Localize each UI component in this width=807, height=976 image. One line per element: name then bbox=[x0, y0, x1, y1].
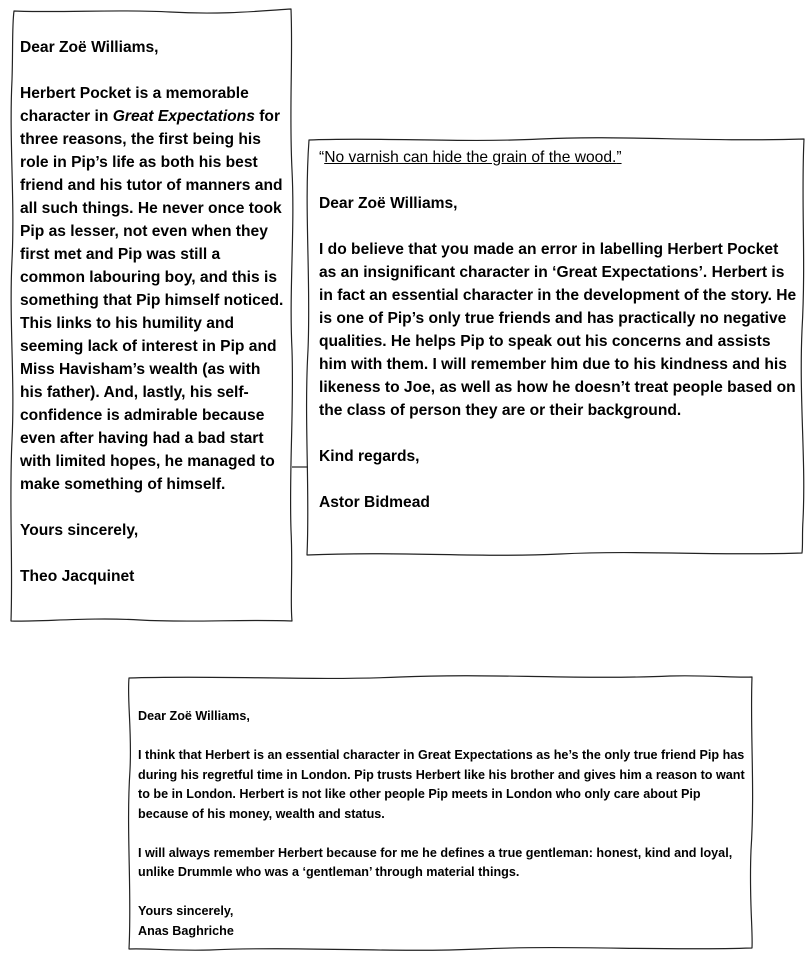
letter-2-body: I do believe that you made an error in labelling Herbert Pocket as an insignificant character in ‘Great Expectations’. Herbert is in fact an essential character in the development of the story. He is one of Pip’s only true friends and has practically no negative qualities. He helps Pip to speak out his concerns and assists him with them. I will remember him due to his kindness and his likeness to Joe, as well as how he doesn’t treat people based on the class of person they are or their background. bbox=[319, 241, 797, 419]
letter-3-paragraph-2: I will always remember Herbert because for me he defines a true gentleman: honest, kind and loyal, unlike Drummle who was a ‘gentleman’ through material things. bbox=[138, 845, 733, 879]
quote-close-mark: ” bbox=[616, 149, 622, 166]
letter-1-body-start: Herbert Pocket is a memorable character in bbox=[20, 85, 249, 125]
book-title: Great Expectations bbox=[112, 108, 255, 125]
letter-1-signature: Theo Jacquinet bbox=[20, 568, 135, 585]
letter-3-signature: Anas Baghriche bbox=[138, 923, 234, 938]
letter-2-closing: Kind regards, bbox=[319, 448, 420, 465]
letter-2-quote-line bbox=[319, 146, 799, 169]
quote-open-mark: “ bbox=[319, 149, 325, 166]
letter-1-salutation: Dear Zoë Williams, bbox=[20, 39, 159, 56]
letter-3-salutation: Dear Zoë Williams, bbox=[138, 709, 250, 723]
letter-2-salutation: Dear Zoë Williams, bbox=[319, 195, 458, 212]
letter-3-paragraph-1: I think that Herbert is an essential character in Great Expectations as he’s the only true friend Pip has during his regretful time in London. Pip trusts Herbert like his brother and gives him a reason to want to be in London. Herbert is not like other people Pip meets in London who only care about Pip because of his money, wealth and status. bbox=[138, 748, 745, 821]
letter-1-body-rest: for three reasons, the first being his role in Pip’s life as both his best friend and his tutor of manners and all such things. He never once took Pip as lesser, not even when they first met and Pip was still a common labouring boy, and this is something that Pip himself noticed. This links to his humility and seeming lack of interest in Pip and Miss Havisham’s wealth (as with his father). And, lastly, his self-confidence is admirable because even after having had a bad start with limited hopes, he managed to make something of himself. bbox=[20, 108, 284, 493]
letter-2-signature: Astor Bidmead bbox=[319, 494, 430, 511]
letter-1-closing: Yours sincerely, bbox=[20, 522, 139, 539]
letter-astor bbox=[319, 146, 799, 514]
letter-anas bbox=[138, 707, 746, 941]
letter-theo bbox=[20, 36, 286, 588]
letter-2-quote: No varnish can hide the grain of the wood. bbox=[324, 149, 617, 166]
letter-3-closing: Yours sincerely, bbox=[138, 904, 234, 918]
letter-1-body bbox=[20, 82, 286, 496]
